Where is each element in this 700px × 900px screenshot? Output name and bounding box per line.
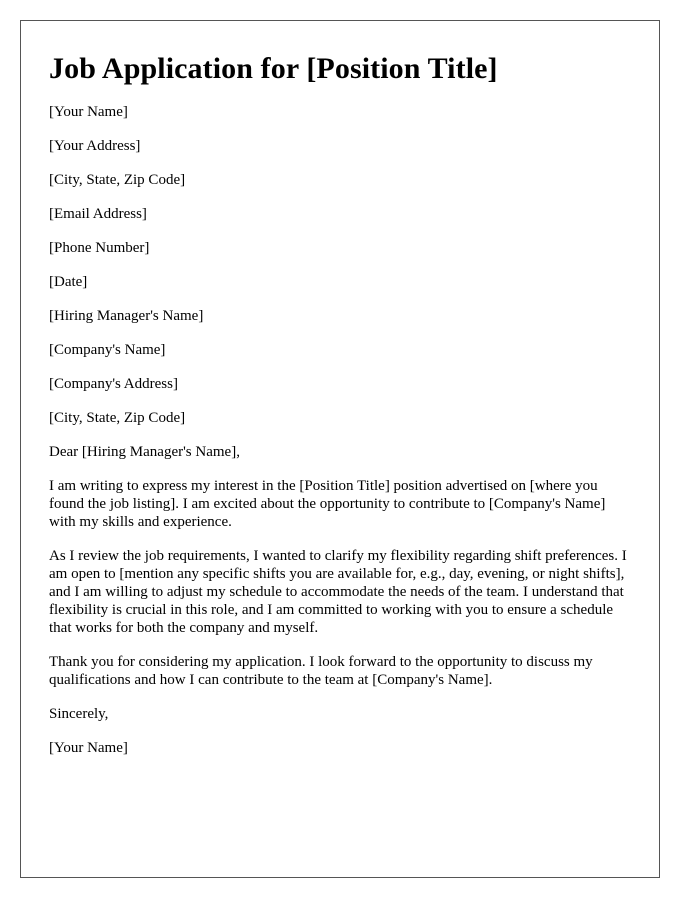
sender-name: [Your Name] — [49, 104, 128, 120]
letter-title: Job Application for [Position Title] — [49, 52, 498, 85]
sender-email: [Email Address] — [49, 206, 147, 222]
signature: [Your Name] — [49, 740, 128, 756]
body-paragraph-intro: I am writing to express my interest in the [Position Title] position advertised on [where you found the job listing]. I am excited about the opportunity to contribute to [Company's Name] with my skills and experience. — [49, 478, 606, 530]
recipient-company-name: [Company's Name] — [49, 342, 166, 358]
letter-date: [Date] — [49, 274, 88, 290]
body-paragraph-thanks: Thank you for considering my application. I look forward to the opportunity to discuss my qualifications and how I can contribute to the team at [Company's Name]. — [49, 654, 593, 688]
sender-city-state-zip: [City, State, Zip Code] — [49, 172, 186, 188]
salutation: Dear [Hiring Manager's Name], — [49, 444, 240, 460]
recipient-company-address: [Company's Address] — [49, 376, 178, 392]
recipient-city-state-zip: [City, State, Zip Code] — [49, 410, 186, 426]
letter-page — [20, 20, 660, 878]
sender-phone: [Phone Number] — [49, 240, 150, 256]
sender-address: [Your Address] — [49, 138, 141, 154]
body-paragraph-flexibility: As I review the job requirements, I wanted to clarify my flexibility regarding shift preferences. I am open to [mention any specific shifts you are available for, e.g., day, evening, or night shifts], and I am willing to adjust my schedule to accommodate the needs of the team. I understand that flexibility is crucial in this role, and I am committed to working with you to ensure a schedule that works for both the company and myself. — [49, 548, 627, 636]
recipient-manager-name: [Hiring Manager's Name] — [49, 308, 204, 324]
closing: Sincerely, — [49, 706, 109, 722]
